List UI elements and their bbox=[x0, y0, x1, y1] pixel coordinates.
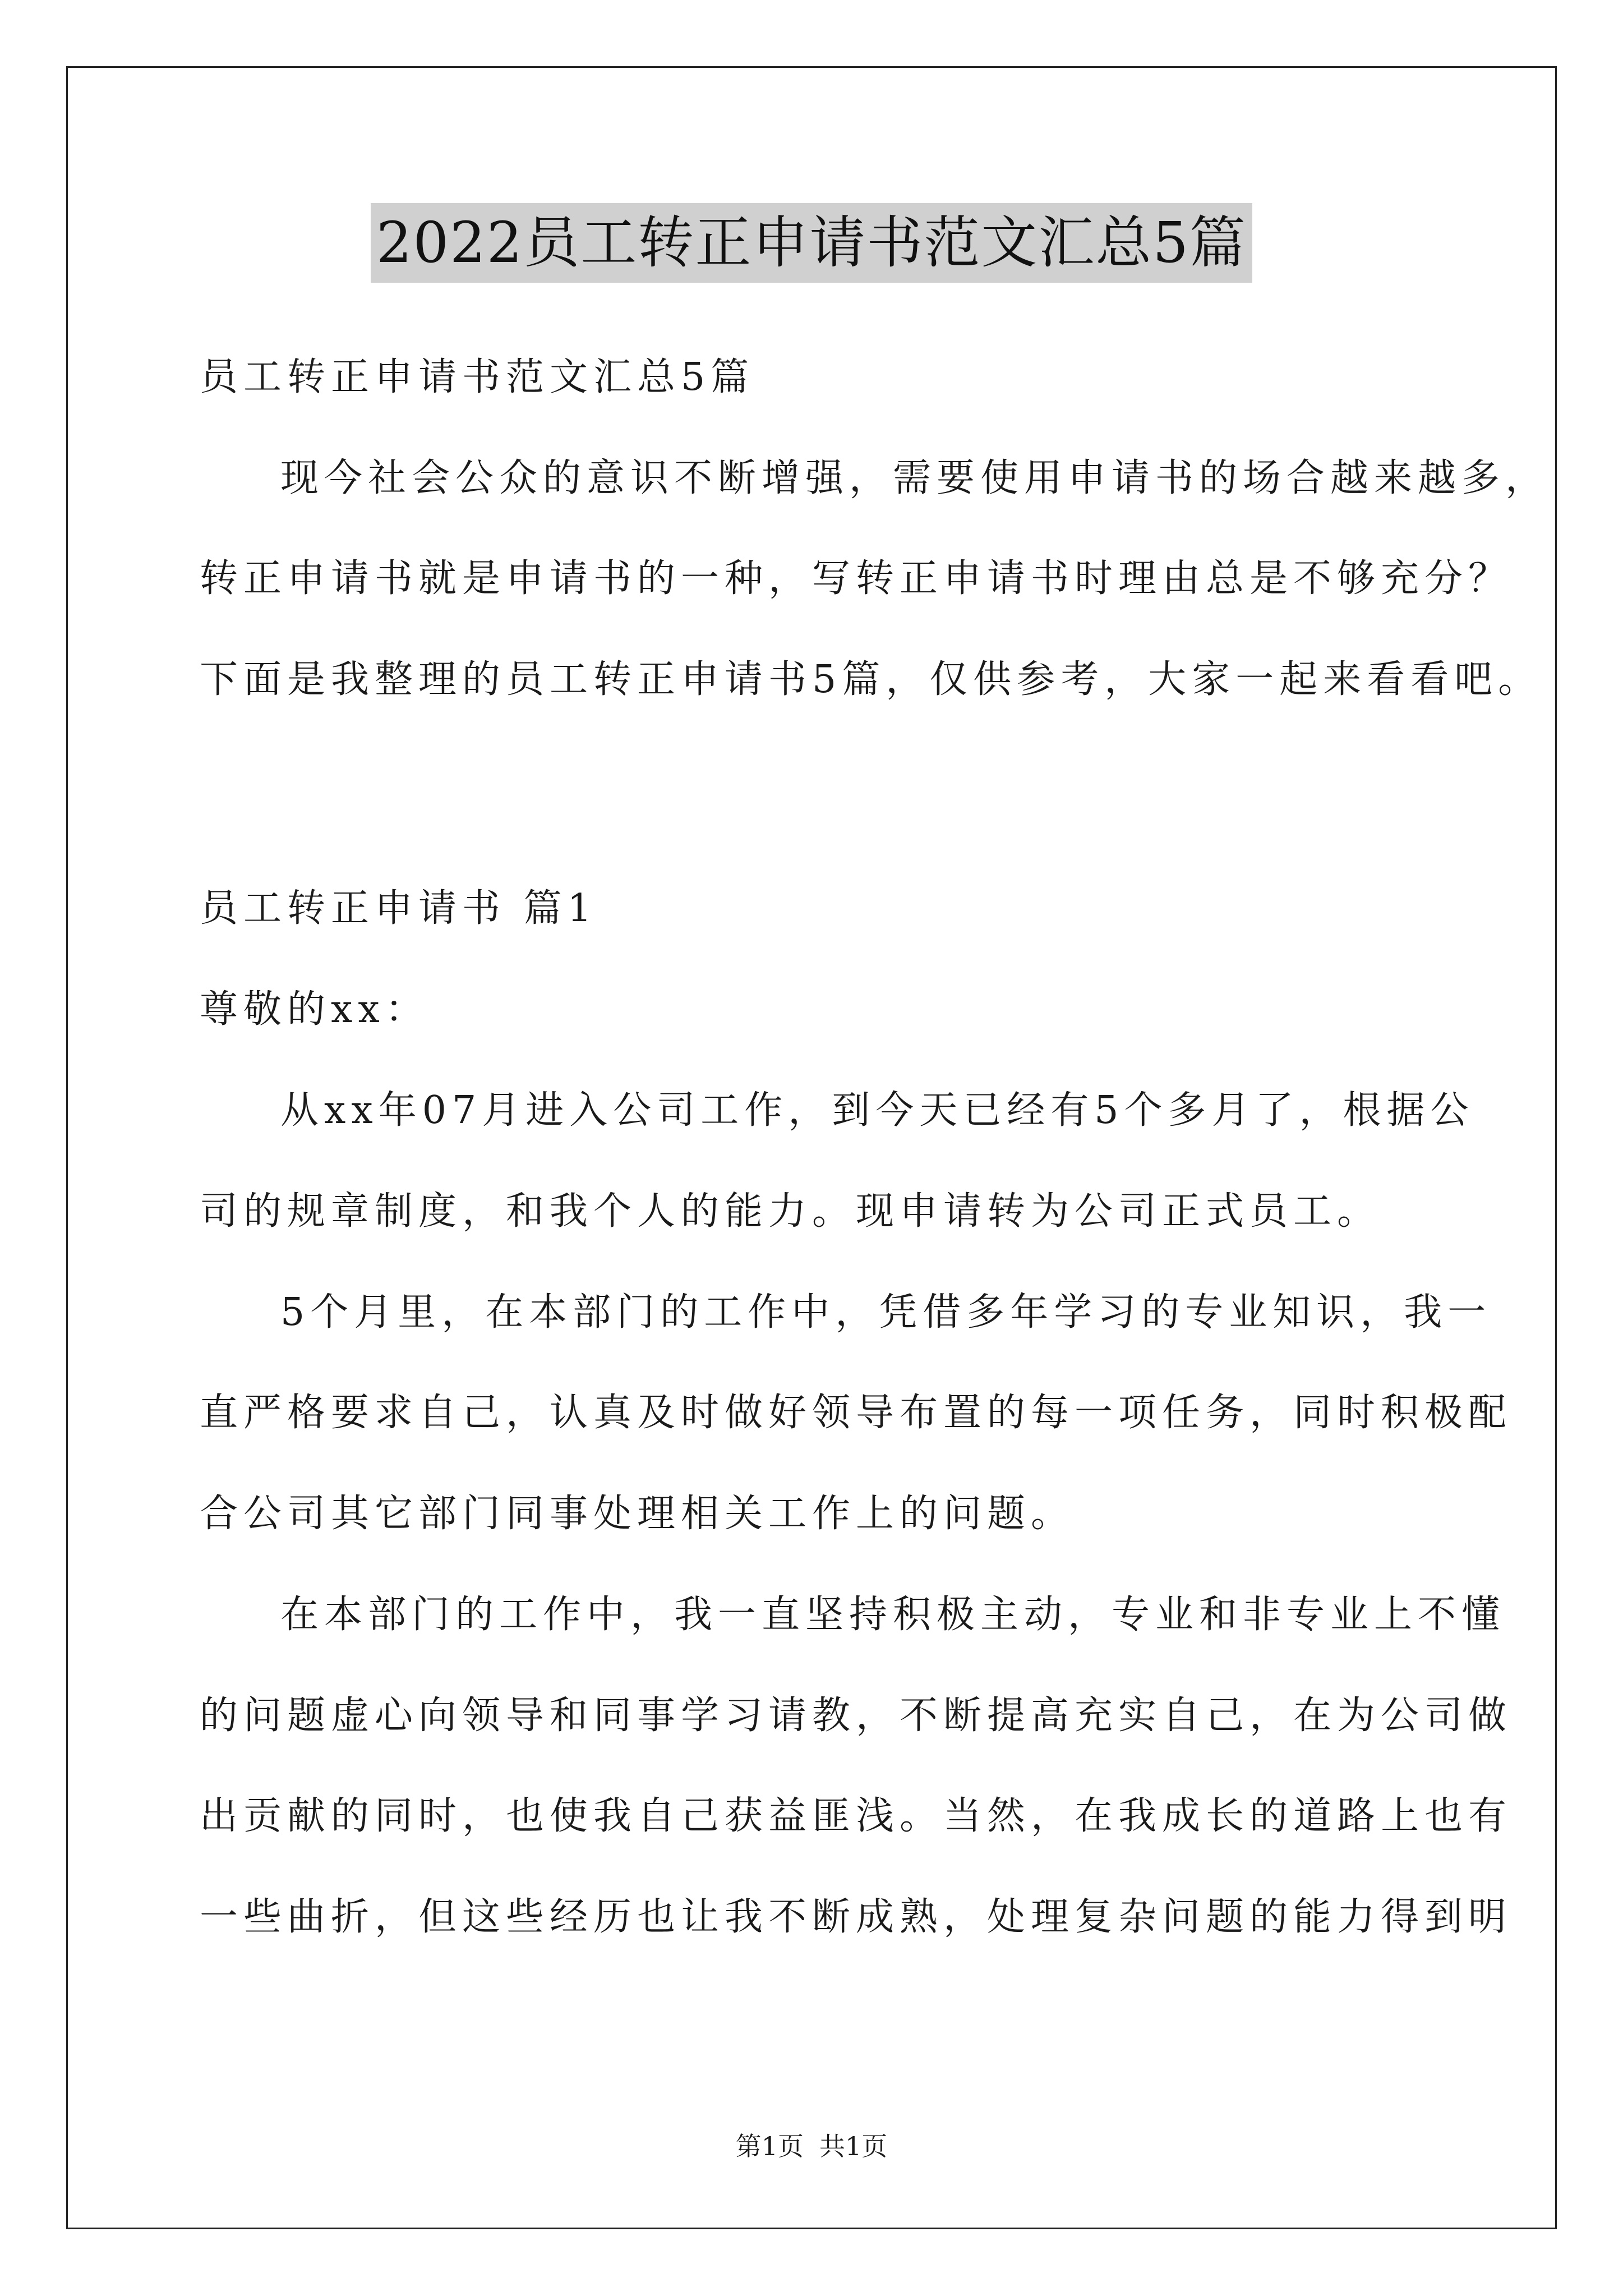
salutation: 尊敬的xx： bbox=[200, 987, 429, 1032]
intro-line: 下面是我整理的员工转正申请书5篇，仅供参考，大家一起来看看吧。 bbox=[200, 657, 1542, 702]
body-line: 一些曲折，但这些经历也让我不断成熟，处理复杂问题的能力得到明 bbox=[200, 1895, 1513, 1939]
section-heading: 员工转正申请书 篇1 bbox=[200, 886, 597, 931]
document-title: 2022员工转正申请书范文汇总5篇 bbox=[371, 203, 1252, 283]
body-line: 司的规章制度，和我个人的能力。现申请转为公司正式员工。 bbox=[200, 1189, 1381, 1234]
intro-line: 现今社会公众的意识不断增强，需要使用申请书的场合越来越多， bbox=[280, 456, 1550, 500]
body-line: 合公司其它部门同事处理相关工作上的问题。 bbox=[200, 1492, 1075, 1536]
intro-line: 转正申请书就是申请书的一种，写转正申请书时理由总是不够充分？ bbox=[200, 556, 1513, 601]
page-footer bbox=[0, 2129, 1623, 2163]
body-line: 直严格要求自己，认真及时做好领导布置的每一项任务，同时积极配 bbox=[200, 1391, 1513, 1435]
body-line: 5个月里，在本部门的工作中，凭借多年学习的专业知识，我一 bbox=[280, 1290, 1492, 1335]
subtitle: 员工转正申请书范文汇总5篇 bbox=[200, 355, 755, 399]
page-number: 第1页 bbox=[735, 2131, 804, 2161]
body-line: 出贡献的同时，也使我自己获益匪浅。当然，在我成长的道路上也有 bbox=[200, 1794, 1513, 1838]
body-line: 从xx年07月进入公司工作，到今天已经有5个多月了，根据公 bbox=[280, 1088, 1474, 1133]
body-line: 的问题虚心向领导和同事学习请教，不断提高充实自己，在为公司做 bbox=[200, 1694, 1513, 1738]
body-line: 在本部门的工作中，我一直坚持积极主动，专业和非专业上不懂 bbox=[280, 1593, 1506, 1637]
page-total: 共1页 bbox=[819, 2131, 888, 2161]
title-container bbox=[0, 203, 1623, 283]
